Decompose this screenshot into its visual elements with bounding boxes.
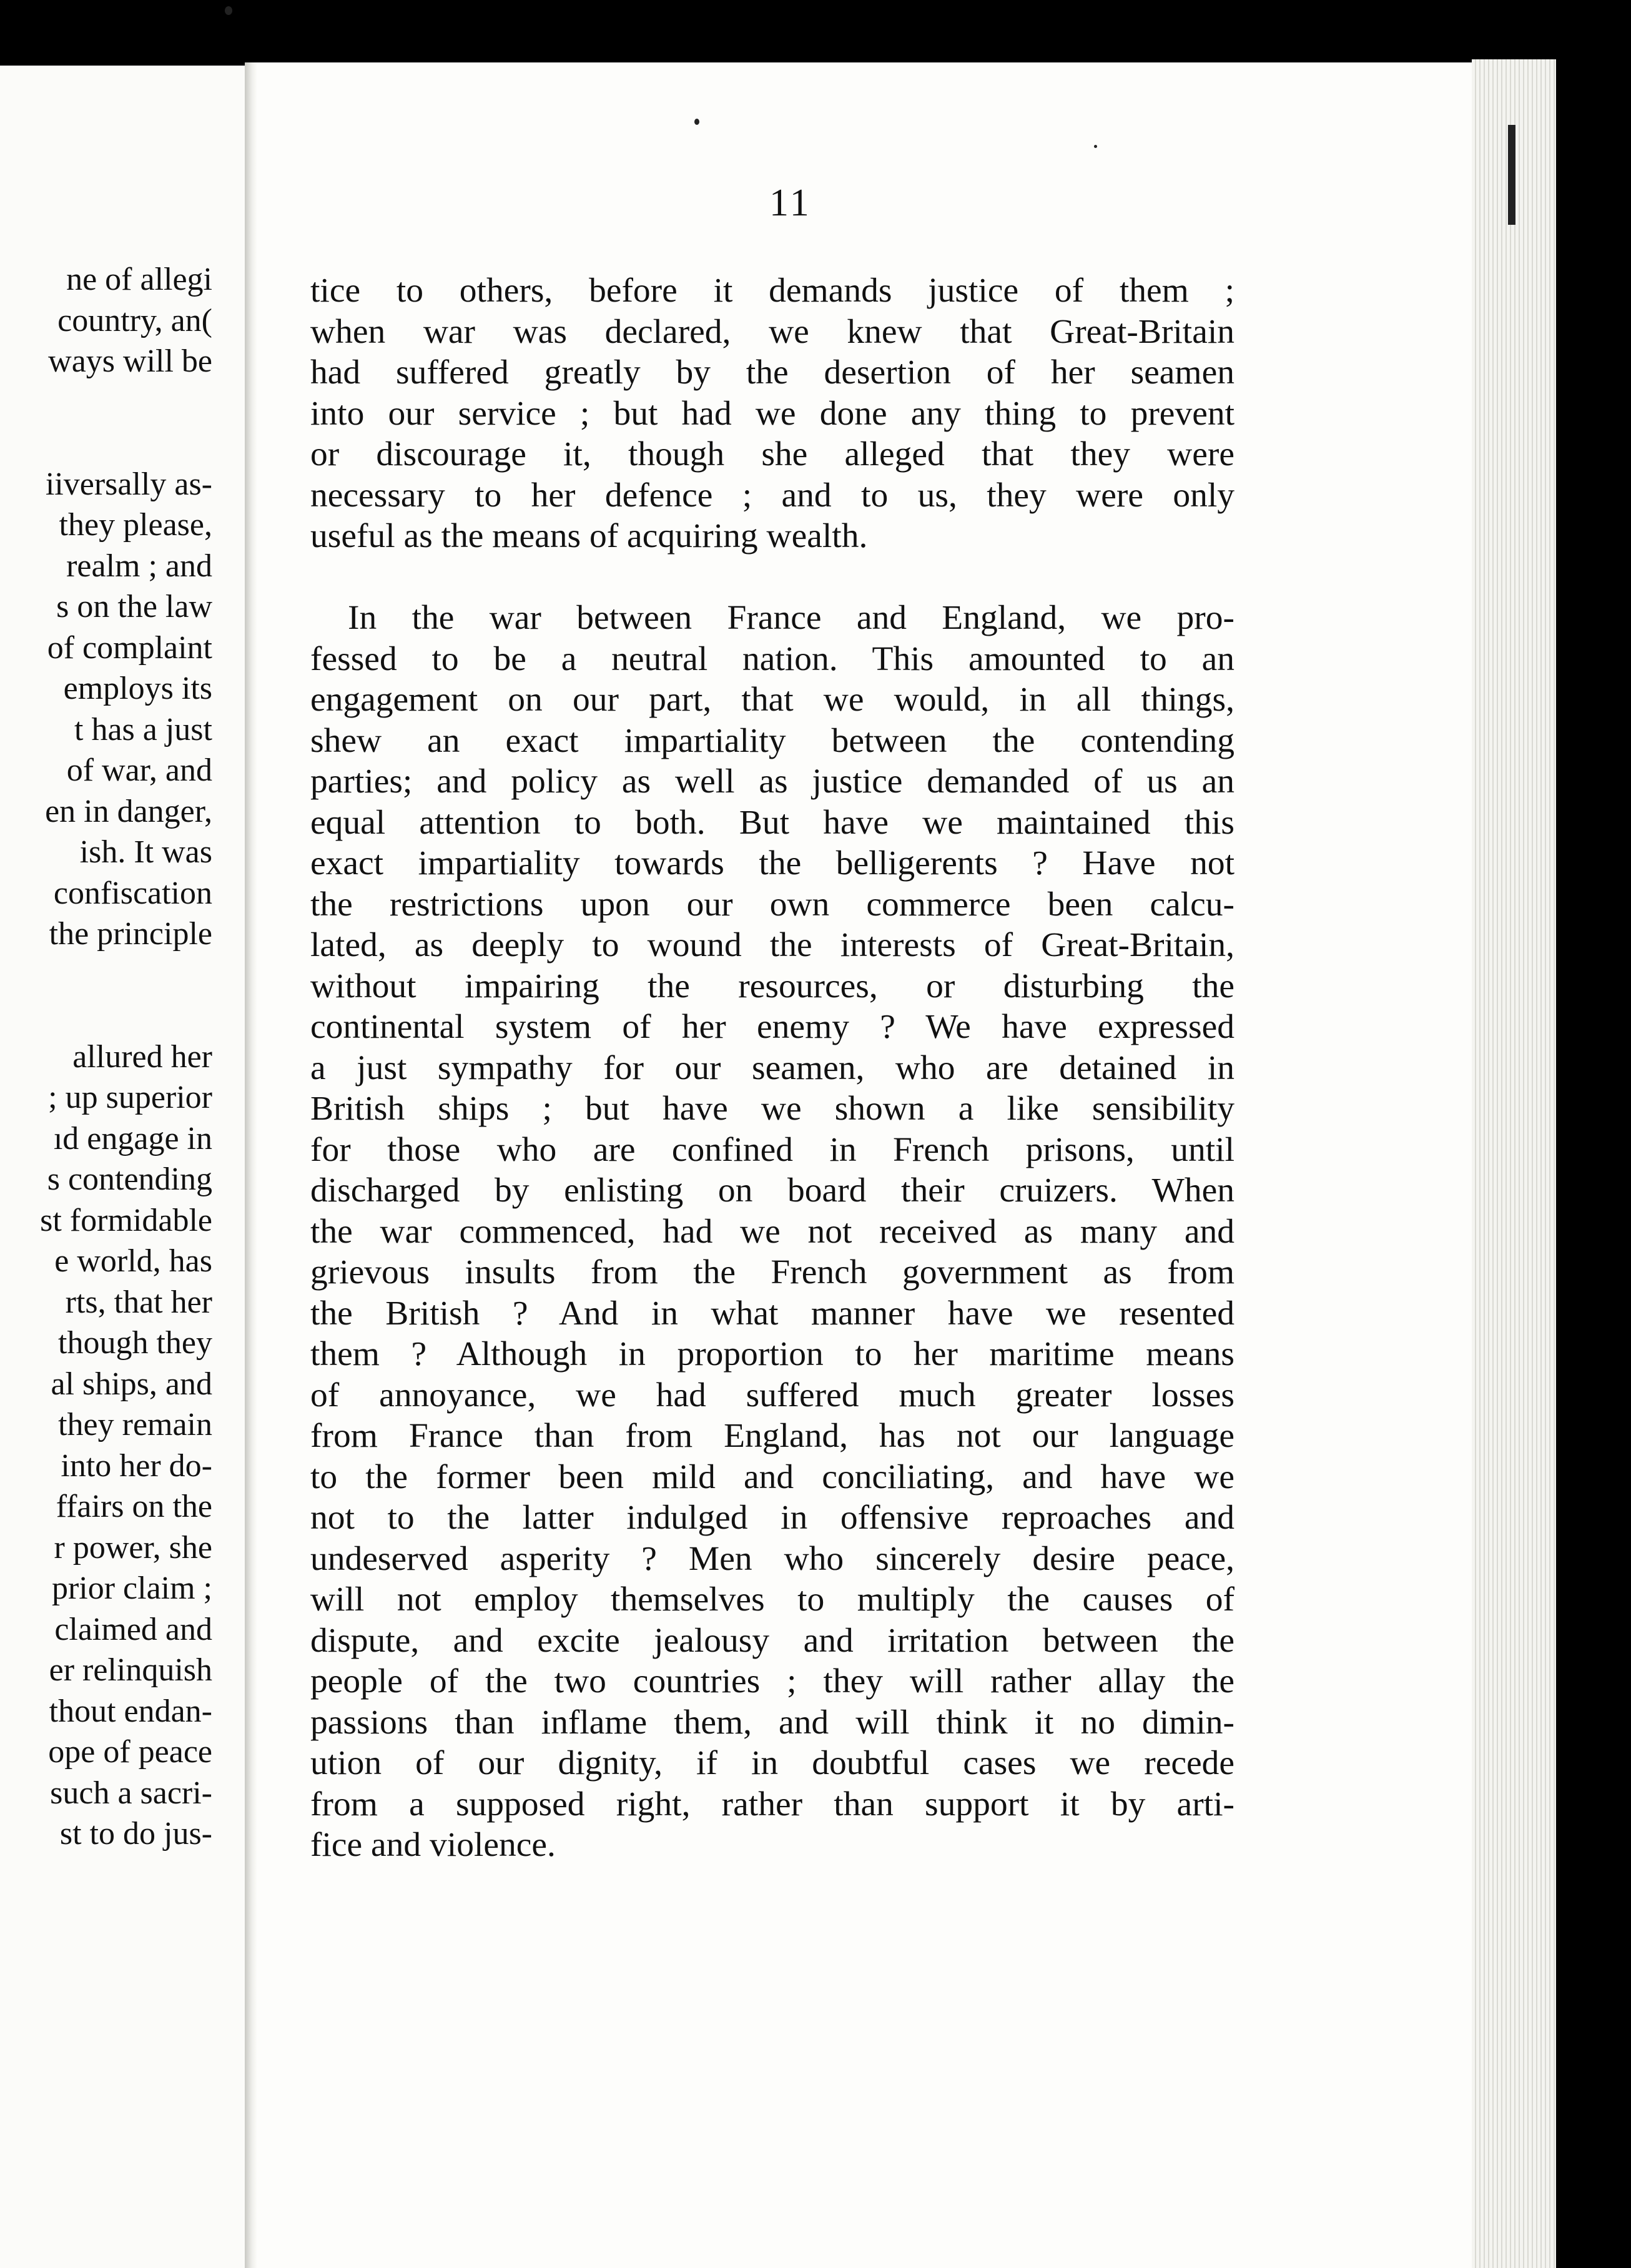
text-line: fice and violence. [310, 1826, 556, 1864]
text-line: useful as the means of acquiring wealth. [310, 517, 868, 555]
text-line: from a supposed right, rather than support it by arti- [310, 1785, 1234, 1823]
text-line: passions than inflame them, and will think it no dimin- [310, 1703, 1234, 1742]
ink-speck [1094, 145, 1097, 148]
facing-page-line: ıd engage in [53, 1120, 212, 1156]
text-line: British ships ; but have we shown a like sensibility [310, 1090, 1234, 1128]
text-line: not to the latter indulged in offensive reproaches and [310, 1499, 1234, 1537]
facing-page-line: st to do jus- [59, 1816, 212, 1851]
edge-mark [1508, 125, 1515, 225]
page-number: 11 [769, 182, 812, 224]
facing-page-line: the principle [49, 916, 212, 952]
facing-page-line [40, 995, 212, 1037]
facing-page-line: ways will be [48, 343, 212, 379]
facing-page-line: r power, she [54, 1529, 212, 1565]
text-line: of annoyance, we had suffered much greater losses [310, 1376, 1234, 1414]
text-line: or discourage it, though she alleged that they were [310, 435, 1234, 473]
text-line: for those who are confined in French prisons, until [310, 1130, 1234, 1169]
facing-page-line: thout endan- [49, 1693, 212, 1729]
ink-speck [225, 6, 232, 15]
facing-page-line: rts, that her [65, 1284, 212, 1320]
text-line: the restrictions upon our own commerce been calcu- [310, 885, 1234, 924]
page-edges [1472, 59, 1556, 2268]
text-line: engagement on our part, that we would, in all things, [310, 681, 1234, 719]
facing-page-line: they please, [59, 507, 212, 543]
facing-page-line [40, 955, 212, 996]
facing-page-line: s contending [47, 1161, 212, 1197]
text-line: lated, as deeply to wound the interests of Great-Britain, [310, 926, 1234, 964]
text-line: into our service ; but had we done any thing to prevent [310, 394, 1234, 433]
text-line: when war was declared, we knew that Great-Britain [310, 312, 1234, 351]
text-line: parties; and policy as well as justice demanded of us an [310, 762, 1234, 801]
facing-page-line: ffairs on the [56, 1489, 212, 1524]
facing-page-line: employs its [63, 671, 212, 706]
text-line: fessed to be a neutral nation. This amounted to an [310, 639, 1234, 678]
facing-page-left [0, 66, 245, 2268]
facing-page-text [40, 259, 212, 1855]
text-line: had suffered greatly by the desertion of her seamen [310, 353, 1234, 392]
facing-page-line: allured her [72, 1038, 212, 1075]
facing-page-line: though they [58, 1325, 212, 1361]
facing-page-line [40, 382, 212, 423]
facing-page-line: into her do- [61, 1447, 212, 1484]
text-line: tice to others, before it demands justice of them ; [310, 272, 1234, 310]
text-line: a just sympathy for our seamen, who are detained in [310, 1048, 1234, 1087]
ink-speck [694, 119, 699, 125]
facing-page-line: ; up superior [48, 1080, 212, 1115]
facing-page-line: country, an( [57, 302, 212, 338]
text-line: the war commenced, had we not received as many and [310, 1212, 1234, 1251]
text-line: continental system of her enemy ? We have expressed [310, 1008, 1234, 1046]
text-line: equal attention to both. But have we maintained this [310, 803, 1234, 842]
text-line: In the war between France and England, we pro- [348, 599, 1234, 637]
text-line: discharged by enlisting on board their cruizers. When [310, 1171, 1234, 1210]
facing-page-line: er relinquish [49, 1652, 212, 1688]
facing-page-line: e world, has [54, 1243, 212, 1279]
text-line: to the former been mild and conciliating, and have we [310, 1457, 1234, 1496]
facing-page-line: iiversally as- [45, 466, 212, 502]
facing-page-line: ope of peace [48, 1734, 212, 1770]
facing-page-line: of war, and [66, 752, 212, 788]
facing-page-line: t has a just [74, 711, 212, 747]
facing-page-line: ne of allegi [66, 262, 212, 297]
facing-page-line: ish. It was [79, 834, 212, 870]
text-line: people of the two countries ; they will rather allay the [310, 1662, 1234, 1700]
paragraph [310, 270, 1234, 557]
facing-page-line: st formidable [40, 1202, 212, 1238]
text-line: them ? Although in proportion to her maritime means [310, 1335, 1234, 1373]
facing-page-line: such a sacri- [50, 1775, 212, 1811]
text-line: dispute, and excite jealousy and irritation between the [310, 1621, 1234, 1660]
facing-page-line: they remain [58, 1407, 212, 1442]
paragraph [310, 598, 1234, 1866]
facing-page-line: s on the law [56, 589, 212, 624]
facing-page-line: al ships, and [51, 1366, 212, 1402]
text-line: undeserved asperity ? Men who sincerely desire peace, [310, 1539, 1234, 1578]
text-line: from France than from England, has not our language [310, 1417, 1234, 1455]
paragraph-gap [310, 557, 1234, 598]
book-gutter [245, 62, 257, 2268]
text-line: will not employ themselves to multiply the causes of [310, 1580, 1234, 1619]
text-line: ution of our dignity, if in doubtful cases we recede [310, 1744, 1234, 1782]
facing-page-line [40, 423, 212, 464]
facing-page-line: prior claim ; [51, 1570, 212, 1606]
facing-page-line: confiscation [53, 875, 212, 911]
facing-page-line: of complaint [47, 629, 212, 666]
text-line: shew an exact impartiality between the contending [310, 721, 1234, 760]
text-line: grievous insults from the French government as from [310, 1253, 1234, 1291]
text-line: necessary to her defence ; and to us, they were only [310, 476, 1234, 515]
text-line: the British ? And in what manner have we resented [310, 1294, 1234, 1333]
facing-page-line: realm ; and [66, 548, 212, 584]
facing-page-line: claimed and [54, 1611, 212, 1647]
body-text [310, 270, 1234, 1866]
text-line: exact impartiality towards the belligerents ? Have not [310, 844, 1234, 882]
text-line: without impairing the resources, or disturbing the [310, 967, 1234, 1005]
facing-page-line: en in danger, [45, 793, 212, 829]
